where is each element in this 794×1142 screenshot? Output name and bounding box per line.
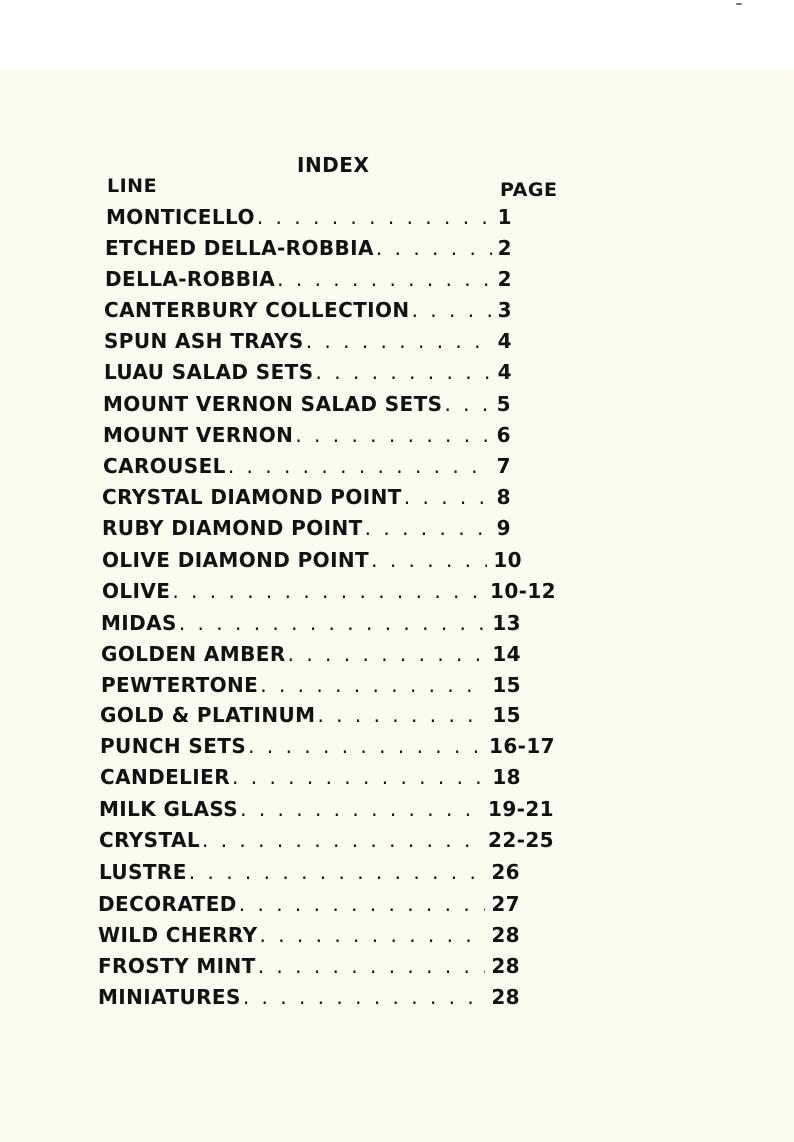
entry-page-number: 28: [491, 954, 520, 978]
dot-leader: [226, 454, 491, 478]
entry-line-name: MOUNT VERNON SALAD SETS: [103, 392, 443, 416]
index-entry-della-robbia: [105, 267, 512, 291]
dot-leader: [230, 765, 486, 789]
entry-line-name: CANDELIER: [100, 765, 231, 789]
dot-leader: [255, 205, 492, 229]
dot-leader: [402, 485, 491, 509]
entry-page-number: 14: [492, 642, 521, 666]
entry-line-name: OLIVE: [102, 579, 171, 603]
entry-line-name: DELLA-ROBBIA: [105, 267, 276, 291]
index-entry-crystal: [99, 828, 554, 852]
index-entry-frosty-mint: [98, 954, 520, 978]
dot-leader: [177, 611, 487, 635]
entry-page-number: 1: [497, 205, 512, 229]
dot-leader: [187, 860, 486, 884]
index-entry-candelier: [100, 765, 521, 789]
index-entry-pewtertone: [101, 673, 521, 697]
entry-line-name: OLIVE DIAMOND POINT: [102, 548, 370, 572]
entry-line-name: SPUN ASH TRAYS: [104, 329, 304, 353]
dot-leader: [258, 673, 486, 697]
entry-page-number: 15: [492, 673, 521, 697]
entry-line-name: CRYSTAL DIAMOND POINT: [102, 485, 402, 509]
dot-leader: [237, 892, 486, 916]
entry-line-name: PEWTERTONE: [101, 673, 259, 697]
dot-leader: [315, 703, 486, 727]
entry-page-number: 18: [492, 765, 521, 789]
entry-page-number: 6: [496, 423, 511, 447]
dot-leader: [200, 828, 482, 852]
entry-page-number: 9: [496, 516, 511, 540]
dot-leader: [238, 797, 482, 821]
entry-line-name: LUAU SALAD SETS: [104, 360, 314, 384]
index-entry-milk-glass: [99, 797, 554, 821]
entry-page-number: 13: [492, 611, 521, 635]
dot-leader: [314, 360, 492, 384]
index-entry-etched-della-robbia: [105, 236, 512, 260]
entry-page-number: 2: [497, 267, 512, 291]
index-entry-gold-and-platinum: [100, 703, 521, 727]
dot-leader: [170, 579, 484, 603]
index-entry-mount-vernon: [103, 423, 511, 447]
index-entry-olive: [102, 579, 556, 603]
entry-line-name: PUNCH SETS: [100, 734, 247, 758]
entry-line-name: GOLD & PLATINUM: [100, 703, 316, 727]
index-entry-miniatures: [98, 985, 520, 1009]
entry-line-name: LUSTRE: [99, 860, 187, 884]
entry-page-number: 28: [491, 923, 520, 947]
entry-page-number: 10-12: [490, 579, 556, 603]
column-header-page: PAGE: [500, 179, 558, 201]
entry-page-number: 5: [496, 392, 511, 416]
index-entry-punch-sets: [100, 734, 555, 758]
entry-page-number: 7: [496, 454, 511, 478]
dot-leader: [246, 734, 483, 758]
dot-leader: [442, 392, 490, 416]
index-entry-midas: [101, 611, 521, 635]
index-entry-monticello: [106, 205, 512, 229]
index-entry-ruby-diamond-point: [102, 516, 511, 540]
dot-leader: [304, 329, 492, 353]
entry-page-number: 15: [492, 703, 521, 727]
entry-page-number: 3: [497, 298, 512, 322]
index-entry-decorated: [98, 892, 520, 916]
entry-line-name: GOLDEN AMBER: [101, 642, 286, 666]
entry-page-number: 4: [497, 360, 512, 384]
entry-line-name: MIDAS: [101, 611, 177, 635]
dot-leader: [369, 548, 487, 572]
dot-leader: [275, 267, 492, 291]
index-entry-spun-ash-trays: [104, 329, 512, 353]
index-entry-crystal-diamond-point: [102, 485, 511, 509]
entry-line-name: CANTERBURY COLLECTION: [104, 298, 410, 322]
entry-line-name: MOUNT VERNON: [103, 423, 294, 447]
page-title: INDEX: [297, 153, 370, 177]
entry-line-name: DECORATED: [98, 892, 237, 916]
entry-line-name: CRYSTAL: [99, 828, 200, 852]
entry-page-number: 28: [491, 985, 520, 1009]
dot-leader: [257, 923, 485, 947]
dot-leader: [410, 298, 492, 322]
index-entry-golden-amber: [101, 642, 521, 666]
entry-line-name: MILK GLASS: [99, 797, 239, 821]
entry-line-name: WILD CHERRY: [98, 923, 258, 947]
index-entry-wild-cherry: [98, 923, 520, 947]
dot-leader: [363, 516, 491, 540]
entry-page-number: 26: [491, 860, 520, 884]
entry-page-number: 19-21: [488, 797, 554, 821]
dot-leader: [374, 236, 492, 260]
entry-page-number: 4: [497, 329, 512, 353]
entry-line-name: MINIATURES: [98, 985, 241, 1009]
dot-leader: [241, 985, 486, 1009]
column-header-line: LINE: [107, 175, 158, 197]
dot-leader: [293, 423, 490, 447]
index-entry-mount-vernon-salad-sets: [103, 392, 511, 416]
dot-leader: [256, 954, 486, 978]
index-entry-olive-diamond-point: [102, 548, 522, 572]
index-entry-carousel: [103, 454, 511, 478]
entry-page-number: 10: [493, 548, 522, 572]
entry-line-name: RUBY DIAMOND POINT: [102, 516, 363, 540]
index-entry-lustre: [99, 860, 520, 884]
entry-line-name: CAROUSEL: [103, 454, 226, 478]
dot-leader: [286, 642, 487, 666]
entry-page-number: 2: [497, 236, 512, 260]
entry-page-number: 22-25: [488, 828, 554, 852]
entry-line-name: MONTICELLO: [106, 205, 255, 229]
index-entry-luau-salad-sets: [104, 360, 512, 384]
entry-page-number: 16-17: [489, 734, 555, 758]
entry-page-number: 27: [491, 892, 520, 916]
index-entry-canterbury-collection: [104, 298, 512, 322]
entry-line-name: FROSTY MINT: [98, 954, 256, 978]
entry-line-name: ETCHED DELLA-ROBBIA: [105, 236, 374, 260]
entry-page-number: 8: [496, 485, 511, 509]
